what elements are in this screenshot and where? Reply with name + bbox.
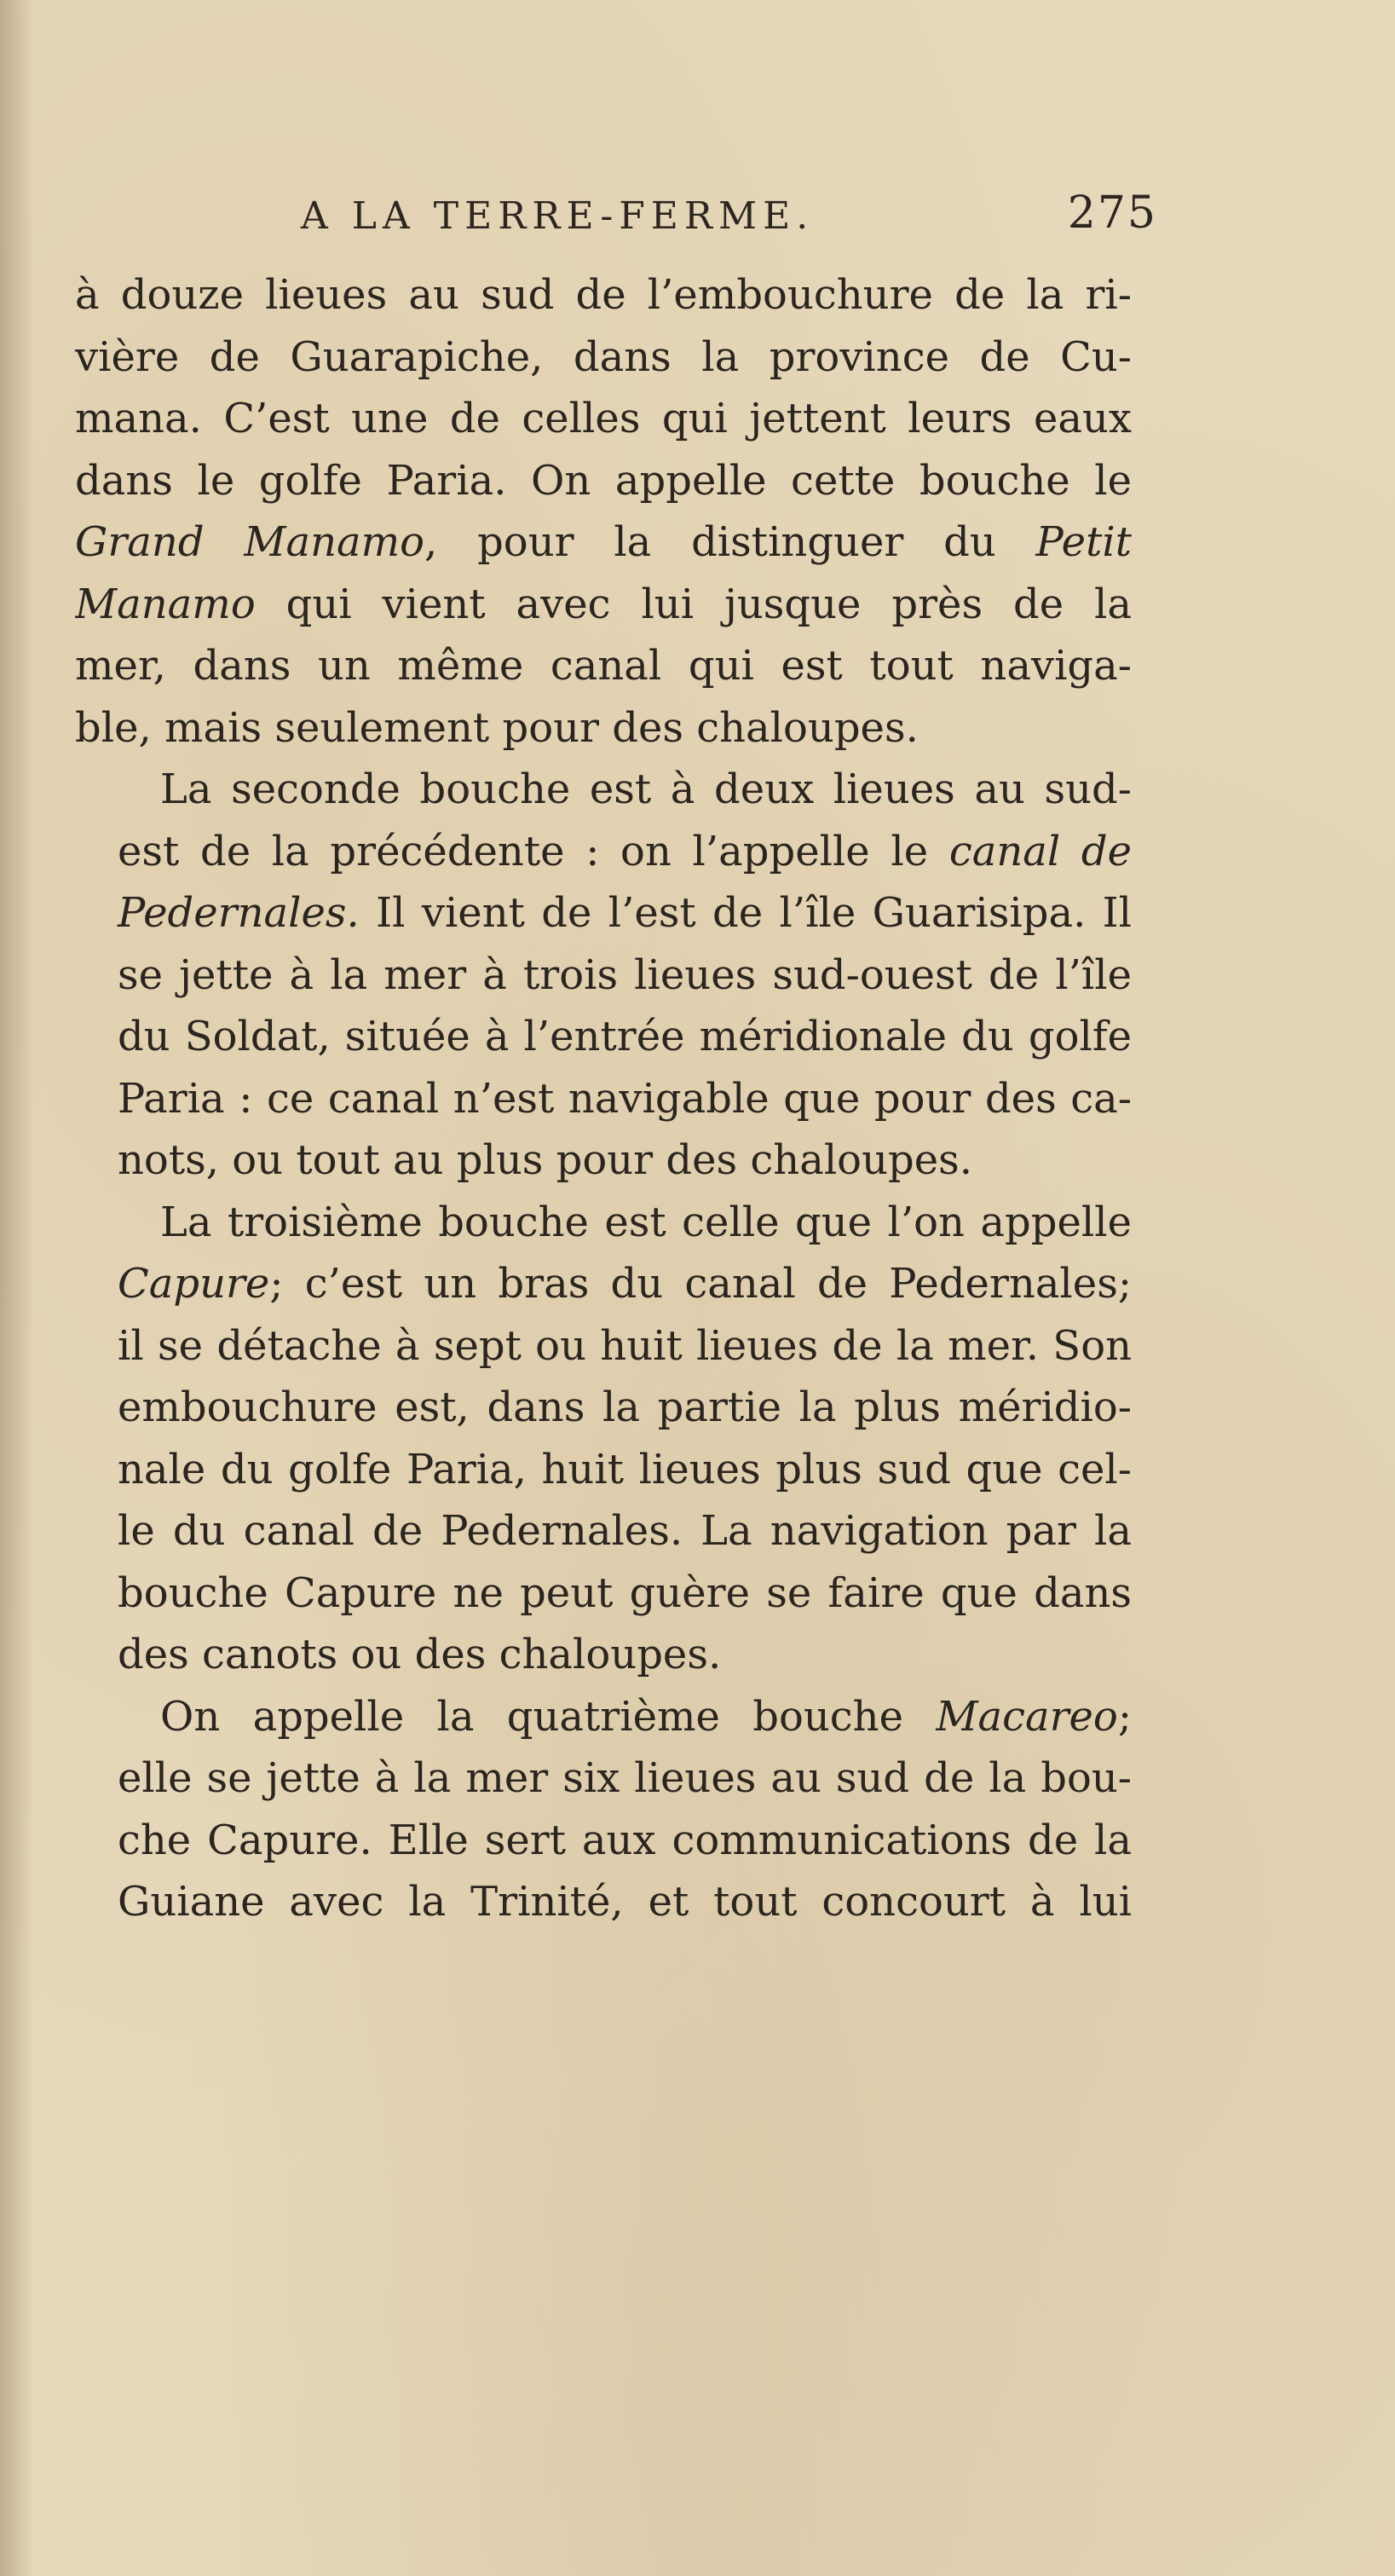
text-segment: le du canal de Pedernales. La navigation par la — [118, 1507, 1132, 1555]
text-line — [75, 326, 1132, 389]
text-segment: qui vient avec lui jusque près de la — [255, 580, 1132, 628]
italic-text: Macareo — [936, 1692, 1118, 1741]
text-line — [75, 635, 1132, 697]
book-page — [75, 188, 1157, 1933]
text-segment: elle se jette à la mer six lieues au sud de la bou- — [118, 1754, 1132, 1802]
text-segment: La troisième bouche est celle que l’on appelle — [160, 1198, 1132, 1246]
text-segment: est de la précédente : on l’appelle le — [118, 827, 949, 875]
text-line — [75, 882, 1132, 944]
text-line — [75, 821, 1132, 883]
text-line — [75, 944, 1132, 1007]
text-line — [75, 1315, 1132, 1378]
paragraph — [75, 1192, 1132, 1686]
text-line — [75, 1192, 1132, 1254]
text-line — [75, 264, 1132, 326]
text-segment: La seconde bouche est à deux lieues au sud- — [160, 765, 1132, 813]
text-line — [75, 1068, 1132, 1130]
text-segment: Il vient de l’est de l’île Guarisipa. Il — [359, 889, 1132, 937]
text-segment: bouche Capure ne peut guère se faire que dans — [118, 1568, 1132, 1617]
text-line — [75, 1500, 1132, 1562]
text-segment: On appelle la quatrième bouche — [160, 1692, 937, 1741]
text-line — [75, 1686, 1132, 1748]
text-segment: ble, mais seulement pour des chaloupes. — [75, 703, 919, 752]
text-segment: des canots ou des chaloupes. — [118, 1631, 722, 1678]
text-line — [75, 1129, 1132, 1192]
text-line — [75, 1624, 1132, 1686]
text-segment: ; — [1117, 1692, 1132, 1741]
italic-text: canal de — [948, 827, 1132, 875]
text-line — [75, 1810, 1132, 1872]
text-segment: , pour la distinguer du — [424, 518, 1036, 566]
text-line — [75, 1871, 1132, 1933]
running-head — [75, 188, 1157, 247]
text-segment: ; c’est un bras du canal de Pedernales; — [269, 1260, 1132, 1308]
running-head-title: A LA TERRE-FERME. — [301, 194, 815, 238]
italic-text: Petit — [1035, 518, 1132, 566]
text-line — [75, 1439, 1132, 1501]
text-segment: se jette à la mer à trois lieues sud-ouest de l’île — [118, 950, 1132, 999]
text-line — [75, 511, 1132, 574]
text-line — [75, 1253, 1132, 1315]
text-line — [75, 1006, 1132, 1068]
text-line — [75, 1562, 1132, 1625]
text-line — [75, 574, 1132, 636]
text-segment: du Soldat, située à l’entrée méridionale du golfe — [118, 1013, 1132, 1060]
italic-text: Capure — [118, 1260, 270, 1308]
text-segment: dans le golfe Paria. On appelle cette bouche le — [75, 456, 1132, 505]
text-line — [75, 759, 1132, 821]
page-spine-shadow — [0, 0, 34, 2576]
text-segment: il se détache à sept ou huit lieues de la mer. Son — [118, 1321, 1132, 1370]
text-segment: nale du golfe Paria, huit lieues plus sud que cel- — [118, 1445, 1132, 1493]
text-segment: mana. C’est une de celles qui jettent leurs eaux — [75, 395, 1132, 442]
text-segment: che Capure. Elle sert aux communications de la — [118, 1816, 1132, 1864]
paragraph — [75, 264, 1132, 759]
text-segment: nots, ou tout au plus pour des chaloupes. — [118, 1136, 973, 1184]
text-line — [75, 388, 1132, 450]
text-segment: vière de Guarapiche, dans la province de Cu- — [75, 332, 1132, 381]
text-segment: mer, dans un même canal qui est tout naviga- — [75, 642, 1132, 690]
italic-text: Pedernales. — [118, 889, 360, 937]
page-number: 275 — [1067, 188, 1157, 239]
text-segment: à douze lieues au sud de l’embouchure de la ri- — [75, 271, 1132, 319]
body-text — [75, 264, 1132, 1933]
text-line — [75, 697, 1132, 760]
paragraph — [75, 759, 1132, 1192]
italic-text: Manamo — [75, 580, 256, 628]
text-segment: embouchure est, dans la partie la plus méridio- — [118, 1383, 1132, 1431]
italic-text: Grand Manamo — [75, 518, 425, 566]
text-line — [75, 450, 1132, 512]
text-line — [75, 1747, 1132, 1810]
paragraph — [75, 1686, 1132, 1933]
text-segment: Paria : ce canal n’est navigable que pour des ca- — [118, 1074, 1132, 1123]
text-line — [75, 1377, 1132, 1439]
text-segment: Guiane avec la Trinité, et tout concourt à lui — [118, 1878, 1132, 1926]
